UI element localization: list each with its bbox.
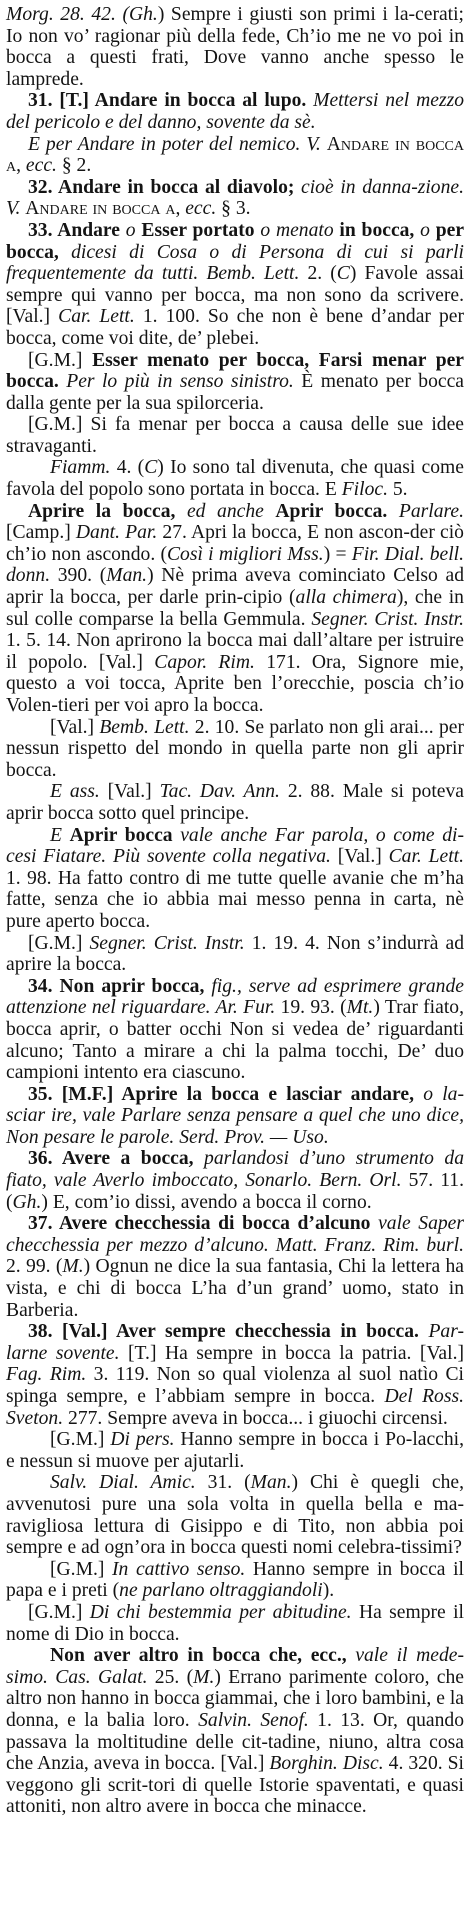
italic-text: Parlare. xyxy=(398,500,464,522)
body-text: 2. ( xyxy=(299,263,337,285)
entry-34 xyxy=(6,976,464,1084)
body-text xyxy=(264,501,276,522)
entry-aprire-ass xyxy=(6,781,464,824)
italic-text: Per lo più in senso sinistro. xyxy=(66,371,294,393)
italic-text: Fiamm. xyxy=(50,457,111,479)
body-text: ), che in sul colle comparse la bella Gemmula. xyxy=(6,587,464,630)
entry-aprir-bocca-example xyxy=(6,933,464,976)
body-text: ) Ognun ne dice la sua fantasia, Chi la lettera ha vista, e chi di bocca L’ha d’un grand’ uomo, stato in Barberia. xyxy=(6,1256,465,1321)
entry-non-aver-altro xyxy=(6,1645,464,1818)
italic-text: Capor. Rim. xyxy=(154,651,255,673)
entry-38-di-pers xyxy=(6,1429,464,1472)
headword-text: 32. Andare in bocca al diavolo; xyxy=(28,176,295,198)
italic-text: In cattivo senso. xyxy=(112,1558,246,1580)
cross-reference-text: Andare in bocca a xyxy=(6,133,464,177)
body-text: 2. 88. Male si poteva aprir bocca sotto quel principe. xyxy=(6,781,464,824)
entry-33-subsense-menato xyxy=(6,350,464,415)
body-text: 390. ( xyxy=(50,565,107,587)
body-text: [Val.] xyxy=(330,846,389,868)
body-text: ) E, com’io dissi, avendo a bocca il corno. xyxy=(41,1191,372,1213)
body-text: [Camp.] xyxy=(6,522,76,544)
headword-text: Esser menato per bocca, Farsi menar per bocca. xyxy=(6,349,464,393)
body-text: [G.M.] xyxy=(50,1429,111,1451)
italic-text: Salv. Dial. Amic. xyxy=(50,1472,196,1494)
entry-37 xyxy=(6,1213,464,1321)
body-text: § 3. xyxy=(216,198,251,220)
italic-text: Car. Lett. xyxy=(388,846,464,868)
italic-text: Salvin. Senof. xyxy=(198,1709,309,1731)
italic-text: C xyxy=(144,457,158,479)
italic-text: Par-larne sovente. xyxy=(6,1321,464,1364)
italic-text: Bemb. Lett. xyxy=(99,716,190,738)
headword-text: 38. [Val.] Aver sempre checchessia in bocca. xyxy=(28,1321,419,1343)
italic-text: ecc. xyxy=(185,198,217,220)
headword-text: Aprir bocca xyxy=(69,824,173,846)
body-text: ) Errano parimente coloro, che altro non hanno in bocca giammai, che i loro bambini, e la donna, e la balia loro. xyxy=(6,1666,464,1731)
entry-33 xyxy=(6,220,464,350)
headword-text: Aprire la bocca, xyxy=(28,500,176,522)
italic-text: dicesi di Cosa o di Persona di cui si parli frequentemente da tutti. Bemb. Lett. xyxy=(6,241,464,285)
italic-text: ne parlano oltraggiandoli xyxy=(119,1580,323,1602)
headword-text: per bocca, xyxy=(6,219,465,263)
italic-text: Del Ross. Sveton. xyxy=(6,1386,464,1429)
body-text: [G.M.] xyxy=(28,1601,90,1623)
body-text: [Val.] xyxy=(50,716,100,738)
body-text: Ha sempre il nome di Dio in bocca. xyxy=(6,1601,464,1645)
italic-text: Mettersi nel mezzo del pericolo e del danno, sovente da sè. xyxy=(6,90,464,133)
body-text: 1. 19. 4. Non s’indurrà ad aprire la bocca. xyxy=(6,932,464,976)
italic-text: Filoc. xyxy=(341,479,388,501)
body-text: ). xyxy=(322,1580,335,1602)
body-text xyxy=(370,1213,378,1234)
italic-text: C xyxy=(336,263,350,285)
entry-aprire-la-bocca xyxy=(6,501,464,717)
headword-text: 35. [M.F.] Aprire la bocca e lasciar andare, xyxy=(28,1083,414,1105)
italic-text: ed anche xyxy=(186,500,264,522)
body-text: 1. 98. Ha fatto contro di me tutte quelle avanie che m’ha fatte, senza che io abbia mai messo penna in carta, nè pure aperto bocca. xyxy=(6,867,464,932)
body-text: 1. 13. Or, quando passava la moltitudine delle cit-tadine, niuno, altra cosa che Anzia, aveva in bocca. [Val.] xyxy=(6,1709,464,1775)
body-text: ) Io sono tal divenuta, che quasi come favola del popolo sono portata in bocca. E xyxy=(6,457,464,501)
italic-text: Segner. Crist. Instr. xyxy=(89,932,245,954)
italic-text: Fir. Dial. bell. donn. xyxy=(6,543,464,587)
italic-text: o xyxy=(125,219,136,241)
body-text: , xyxy=(175,198,186,220)
body-text xyxy=(387,501,399,522)
body-text: [G.M.] Si fa menar per bocca a causa delle sue idee stravaganti. xyxy=(6,414,464,457)
headword-text: Aprir bocca. xyxy=(275,500,388,522)
italic-text: Segner. Crist. Instr. xyxy=(311,608,464,630)
italic-text: o la-sciar ire, vale Parlare senza pensare a quel che uno dice, Non pesare le parole. Serd. Prov. — Uso. xyxy=(6,1083,465,1148)
italic-text: Tac. Dav. Ann. xyxy=(159,781,280,803)
body-text: 3. 119. Non so qual violenza al suol natìo Ci spinga sempre, e l’abbiam sempre in bocca. xyxy=(6,1364,464,1407)
body-text xyxy=(347,1645,356,1666)
italic-text: M. xyxy=(193,1666,215,1688)
italic-text: cioè in danna-zione. V. xyxy=(6,176,464,220)
entry-38-cattivo-senso xyxy=(6,1559,464,1602)
body-text: ) Chi è quegli che, avvenutosi pure una sola volta in quella bella e ma-ravigliosa lettura di Gisippo e di Tito, non abbia poi sempre e ad ogn’ora in bocca questi nomi celebra-tissimi? xyxy=(6,1472,464,1559)
body-text: Hanno sempre in bocca i Po-lacchi, e nessun si muove per ajutarli. xyxy=(6,1429,464,1472)
italic-text: Dant. Par. xyxy=(75,522,158,544)
entry-38-citation xyxy=(6,1472,464,1558)
body-text: [T.] Ha sempre in bocca la patria. [Val.] xyxy=(119,1342,464,1364)
italic-text: o xyxy=(420,219,430,241)
cross-reference-text: Andare in bocca a xyxy=(25,198,176,220)
headword-text: 36. Avere a bocca, xyxy=(28,1148,194,1170)
body-text xyxy=(175,501,187,522)
body-text: È menato per bocca dalla gente per la sua spilorceria. xyxy=(6,371,464,414)
italic-text: Gh. xyxy=(128,4,158,25)
headword-text: in bocca, xyxy=(339,219,415,241)
italic-text: fig., serve ad esprimere grande attenzione nel riguardare. Ar. Fur. xyxy=(6,975,464,1019)
italic-text: vale Saper checchessia per mezzo d’alcuno. Matt. Franz. Rim. burl. xyxy=(6,1213,465,1256)
italic-text: Mt. xyxy=(346,997,374,1019)
headword-text: Non aver altro in bocca che, ecc., xyxy=(50,1645,347,1667)
italic-text: ecc. xyxy=(25,155,57,177)
body-text: 4. ( xyxy=(110,457,145,479)
entry-35 xyxy=(6,1084,464,1149)
body-text: 27. Apri la bocca, E non ascon-der ciò ch’io non ascondo. ( xyxy=(6,522,464,565)
italic-text: Così i migliori Mss. xyxy=(166,543,324,565)
italic-text: E xyxy=(50,824,62,846)
italic-text: M. xyxy=(62,1256,84,1278)
body-text: 171. Ora, Signore mie, questo a voi tocca, Aprite ben l’orecchie, poscia ch’io Volen-tieri per voi apro la bocca. xyxy=(6,651,465,716)
body-text: 1. 5. 14. Non aprirono la bocca mai dall’altare per istruire il popolo. [Val.] xyxy=(6,630,464,673)
entry-32 xyxy=(6,177,464,220)
headword-text: 33. Andare xyxy=(28,219,120,241)
entry-aprire-citation xyxy=(6,717,464,782)
italic-text: Gh. xyxy=(12,1191,42,1213)
body-text: 19. 93. ( xyxy=(275,997,347,1019)
body-text: [G.M.] xyxy=(50,1558,113,1580)
body-text xyxy=(414,1084,423,1105)
body-text: 5. xyxy=(387,479,408,501)
italic-text: Car. Lett. xyxy=(58,306,135,328)
body-text: ) Favole assai sempre qui vanno per bocca, ma non sono da scrivere. [Val.] xyxy=(6,263,464,328)
body-text: ) Trar fiato, bocca aprir, o batter occhi Non si vedea de’ riguardanti alcuno; Tanto a mirare a chi la palma tocchi, De’ duo campioni intento era ciascuno. xyxy=(6,997,464,1084)
headword-text: 34. Non aprir bocca, xyxy=(28,975,205,997)
italic-text: parlandosi d’uno strumento da fiato, vale Averlo imboccato, Sonarlo. Bern. Orl. xyxy=(6,1148,464,1192)
italic-text: E ass. xyxy=(50,781,100,803)
headword-text: 37. Avere checchessia di bocca d’alcuno xyxy=(28,1213,371,1235)
entry-36 xyxy=(6,1148,464,1213)
italic-text: Morg. 28. 42. ( xyxy=(6,4,129,25)
entry-31-subsense xyxy=(6,134,464,177)
body-text: 31. ( xyxy=(195,1472,251,1494)
body-text: ) Sempre i giusti son primi i la-cerati; Io non vo’ ragionar più della fede, Ch’io me ne vo poi in bocca a questi frati, Dove vanno anche spesso le lamprede. xyxy=(6,4,464,90)
body-text: 2. 10. Se parlato non gli arai... per nessun rispetto del mondo in quella parte non gli aprir bocca. xyxy=(6,716,464,781)
body-text: 4. 320. Si veggono gli scrit-tori di quelle Istorie spaventati, e quasi attoniti, non altro avere in bocca che minacce. xyxy=(6,1753,464,1818)
entry-33-example xyxy=(6,414,464,457)
italic-text: vale il mede-simo. Cas. Galat. xyxy=(6,1645,465,1688)
italic-text: Man. xyxy=(106,565,148,587)
entry-38-bestemmia xyxy=(6,1602,464,1645)
entry-aprir-bocca-parola xyxy=(6,825,464,933)
body-text: § 2. xyxy=(56,155,92,177)
italic-text: Di chi bestemmia per abitudine. xyxy=(89,1601,352,1623)
italic-text: Borghin. Disc. xyxy=(269,1753,384,1775)
entry-continuation xyxy=(6,4,464,90)
body-text: 1. 100. So che non è bene d’andar per bocca, come voi dite, de’ plebei. xyxy=(6,306,465,349)
italic-text: alla chimera xyxy=(295,587,397,609)
body-text xyxy=(62,825,70,846)
headword-text: Esser portato xyxy=(141,219,255,241)
italic-text: o menato xyxy=(260,219,334,241)
body-text xyxy=(59,242,71,263)
body-text: 277. Sempre aveva in bocca... i giuochi circensi. xyxy=(63,1407,448,1429)
italic-text: Man. xyxy=(250,1472,292,1494)
entry-38 xyxy=(6,1321,464,1429)
headword-text: 31. [T.] Andare in bocca al lupo. xyxy=(28,90,307,112)
entry-31 xyxy=(6,90,464,133)
entry-33-citation xyxy=(6,457,464,500)
body-text: 57. 11. ( xyxy=(6,1170,464,1213)
italic-text: vale anche Far parola, o come di-cesi Fiatare. Più sovente colla negativa. xyxy=(6,824,464,868)
italic-text: E per Andare in poter del nemico. V. xyxy=(28,133,321,155)
italic-text: Di pers. xyxy=(110,1429,175,1451)
body-text: , xyxy=(16,155,26,177)
body-text: [Val.] xyxy=(99,781,160,803)
body-text: 2. 99. ( xyxy=(6,1256,63,1278)
body-text xyxy=(194,1148,204,1169)
italic-text: Fag. Rim. xyxy=(6,1364,87,1386)
body-text: ) Nè prima aveva cominciato Celso ad aprir la bocca, per darle prin-cipio ( xyxy=(6,565,464,609)
body-text: [G.M.] xyxy=(28,932,90,954)
body-text: Hanno sempre in bocca il papa e i preti ( xyxy=(6,1558,464,1602)
body-text: ) = xyxy=(323,543,352,565)
body-text: [G.M.] xyxy=(28,349,93,371)
body-text: 25. ( xyxy=(147,1666,194,1688)
